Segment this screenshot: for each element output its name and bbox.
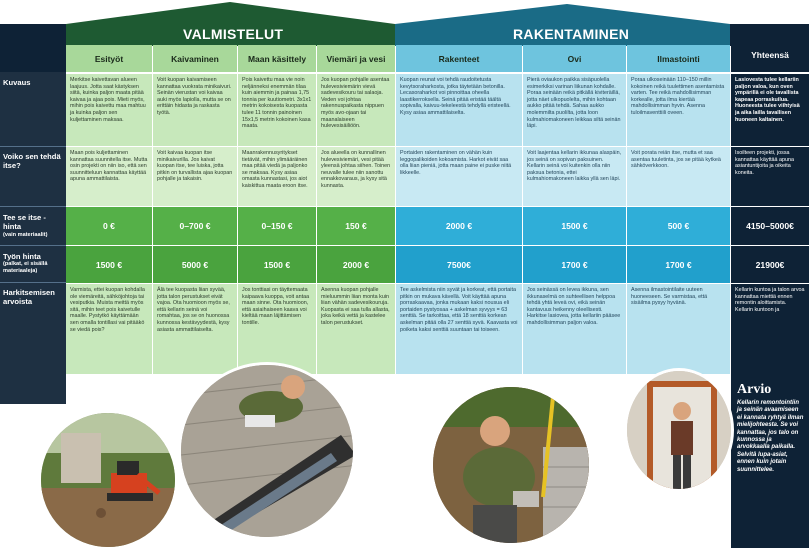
col-header-esityot: Esityöt: [66, 45, 152, 72]
tyon-hinta-viemari: 2000 €: [317, 246, 395, 283]
row-label-tee-se-itse-sub: (vain materiaalit): [3, 232, 48, 238]
row-divider: [0, 282, 66, 283]
voiko-viemari: Jos alueella on kunnallinen hulevesiviemäri, vesi pitää yleensä johtaa siihen. Toinen neuvalle tulee niin sanottu ennakkovaraus, ja kysy sitä kunnasta.: [317, 147, 395, 206]
worker-illustration: [433, 387, 592, 546]
row-label-tyon-hinta-title: Työn hinta: [3, 252, 41, 261]
kuvaus-maan-kasittely: Pois kaivettu maa vie noin neljänneksi enemmän tilaa kuin aiemmin ja painaa 1,75 tonnia per kuutiometri. 3x1x1 metrin kokoisesta kuopasta tulee 11 tonnin painoinen 15x1,5 metrin kokoinen kasa maata.: [238, 74, 316, 146]
tee-se-itse-yhteensa: 4150–5000€: [731, 207, 809, 245]
kuvaus-esityot: Merkitse kaivettavan alueen laajuus. Jotta saat kästyksen siitä, kuinka paljon maata pitää kaivaa ja ajaa pois. Mieti myös, mihin pois kaivettu maa mahtuu ja kuinka paljon sen kuljettaminen maksaa.: [66, 74, 152, 146]
tyon-hinta-yhteensa: 21900€: [731, 246, 809, 283]
row-label-tee-se-itse-title: Tee se itse -hinta: [3, 213, 46, 231]
photo-excavator: [38, 410, 178, 548]
tee-se-itse-ovi: 1500 €: [523, 207, 626, 245]
tee-se-itse-maan-kasittely: 0–150 €: [238, 207, 316, 245]
photo-man-door: [624, 368, 734, 492]
row-label-tee-se-itse: [0, 209, 65, 244]
voiko-rakenteet: Portaiden rakentaminen on vähän kuin leggopalikoiden kokoamista. Harkot eivät saa olla liian pieniä, jotta maan paine ei puske niitä likkeelle.: [396, 147, 522, 206]
row-label-voiko: Voiko sen tehdä itse?: [3, 152, 61, 170]
harkitseminen-ilmastointi: Asenna ilmastointilaite uuteen huoneeseen. Se varmistaa, että sisäilma pysyy hyvänä.: [627, 284, 730, 374]
voiko-esityot: Maan pois kuljettaminen kannattaa suunnitella itse. Mutta osin projekti on niin iso, että sen suunnitteluun kannattaa käyttää apuna ammattilaista.: [66, 147, 152, 206]
kuvaus-kaivaminen: Voit kuopan kaivamiseen kannattaa vuokrata minikaivuri. Seinän vierustan voi kaivaa auki myös lapiolla, mutta se on erittäin hidasta ja raskasta työtä.: [153, 74, 237, 146]
col-header-ilmastointi: Ilmastointi: [627, 45, 730, 72]
section-rakentaminen: RAKENTAMINEN: [513, 26, 630, 42]
col-header-kaivaminen: Kaivaminen: [153, 45, 237, 72]
drainage-illustration: [181, 365, 356, 540]
tee-se-itse-kaivaminen: 0–700 €: [153, 207, 237, 245]
col-header-ovi: Ovi: [523, 45, 626, 72]
col-header-rakenteet: Rakenteet: [396, 45, 522, 72]
row-divider: [0, 245, 66, 246]
harkitseminen-esityot: Varmista, ettei kuopan kohdalla ole viemäreitä, sähköjohtoja tai vesiputkia. Muista meittä myös sitä, mihin teet pois kaivetulle maalle. Pystytkö käyttämään sen omalla tontillasi vai pitääkö se viedä pois?: [66, 284, 152, 374]
tee-se-itse-ilmastointi: 500 €: [627, 207, 730, 245]
kuvaus-viemari: Jos kuopan pohjalle asentaa hulevesiviemärin vievä sadevesikouru tai salaoja. Veden voi johtaa rakennuspaikasta nippuen myös avo-ojaan tai maanalaiseen hulevesisäiliöön.: [317, 74, 395, 146]
tyon-hinta-ovi: 1700 €: [523, 246, 626, 283]
row-label-harkitseminen: Harkitsemisen arvoista: [3, 288, 55, 306]
harkitseminen-viemari: Asenna kuopan pohjalle mieluummin liian monta kuin liian vähän sadevesikouruja. Kuopasta ei saa tulla allasta, joka keikä vettä ja kastelee talon perustukset.: [317, 284, 395, 374]
tyon-hinta-esityot: 1500 €: [66, 246, 152, 283]
row-divider: [0, 206, 66, 207]
col-header-maan-kasittely: Maan käsittely: [238, 45, 316, 72]
row-label-kuvaus: Kuvaus: [3, 78, 31, 87]
tyon-hinta-kaivaminen: 5000 €: [153, 246, 237, 283]
kuvaus-rakenteet: Kuopan reunat voi tehdä raudoitetusta kevytsoraharkosta, jotka täytetään betonilla. Lecasoraharkot voi pinnoittaa oheella laastikerroksella. Seinä pitää eristää täältä sopivalla, kaivuu-tekeleestä tehdyllä eristeellä. Kysy asiaa ammattilaiselta.: [396, 74, 522, 146]
harkitseminen-rakenteet: Tee askelmista niin syvät ja korkeat, että portaita pitkin on mukava kävellä. Voit käyttää apuna porraskaavaa, jonka mukaan kaksi nousua eli portaiden pystyosaa + askelman syvyys = 63 senttiä. Se tarkoittaa, että 18 senttiä korkean askelman pitää olla 27 senttiä syvä. Kaavasta voi poiketa kaksi senttiä suuntaan tai toiseen.: [396, 284, 522, 374]
excavator-illustration: [41, 413, 178, 548]
col-header-viemari: Viemäri ja vesi: [317, 45, 395, 72]
valmistelut-roof: [0, 0, 809, 48]
voiko-maan-kasittely: Maanrakennusyritykset tietävät, mihin ylimääräinen maa pitää viedä ja paljonko se maksaa. Kysy asiaa omasta kunnastasi, jos aiot kaiskittua maata eroon itse.: [238, 147, 316, 206]
harkitseminen-ovi: Jos seinässä on levea ikkuna, sen ikkunaselmä on suhteellisen helppoa tehdä yhtä leveä ovi, eikä seinän kantavuus heikenny oleellisesti. Harkitse lasiovea, jotta kellariin pääsee mahdollisimman paljon valoa.: [523, 284, 626, 374]
harkitseminen-maan-kasittely: Jos tonttiasi on täyttemaata kaipaava kuoppa, voit antaa maan sinne. Ota huomioon, että asiaihaiseen kaava voi kieltää maan läjittämisen tontille.: [238, 284, 316, 374]
tyon-hinta-rakenteet: 7500€: [396, 246, 522, 283]
tee-se-itse-viemari: 150 €: [317, 207, 395, 245]
arvio-text: Kellarin remontointiin ja seinän avaamiseen ei kannata ryhtyä ilman mielijohteesta. Se voi kannattaa, jos talo on kunnossa ja arvokkaalla paikalla. Selvitä lupa-asiat, ennen kuin jotain suunnittelee.: [737, 400, 804, 473]
harkitseminen-yhteensa: Kellarin kuntoa ja talon arvoa kannattaa miettiä ennen remontin aloittamista. Kellarin kuntoon ja: [731, 284, 809, 374]
voiko-yhteensa: Isoilteen projekti, jossa kannattaa käyttää apuna asiantuntijoita ja oikeita koneita.: [731, 147, 809, 206]
kuvaus-yhteensa: Lasiovesta tulee kellariin paljon valoa, kun oven ympärillä ei ole tavallista kapeaa porraskuiluа. Huoneesta tulee viihtyisä ja aika lailla tavallisen huoneen kaltainen.: [731, 74, 809, 146]
voiko-ilmastointi: Voit porata reiän itse, mutta et saa asentaa tuuletinta, jos se pitää kytkeä sähköverkkoon.: [627, 147, 730, 206]
tyon-hinta-ilmastointi: 1700 €: [627, 246, 730, 283]
row-label-tyon-hinta-sub: (palkat, ei sisällä materiaaleja): [3, 261, 48, 274]
tee-se-itse-esityot: 0 €: [66, 207, 152, 245]
voiko-kaivaminen: Voit kaivaa kuopan itse minikaivurilla. Jos kaivat kuopan itse, tee luiska, jotta pitkin on turvallista ajaa kuopan pohjalle ja takaisin.: [153, 147, 237, 206]
col-header-yhteensa: Yhteensä: [731, 38, 809, 72]
photo-drainage: [178, 362, 356, 540]
kuvaus-ilmastointi: Poraa ulkoseinään 110–150 millin kokoinen reikä tuulettimen asentamista varten. Tee reikä mahdollisimman korkealle, jotta ilma kiertää mahdollisimman hyvin. Asenna tuloilmaventtiili oveen.: [627, 74, 730, 146]
kuvaus-ovi: Pierä oviaukon paikka sisäpuolella esimerkiksi varinan liikunan kohdalle. Poraa seinään reikä pitkällä kiviteräillä, jotta näet ulkopuolelta, mihin kohtaan aukko pitää tehdä. Sahaa aukko molemmilta puolilta, jotta loon kulmahiomakoneen leikkaa siltä seinän läpi.: [523, 74, 626, 146]
harkitseminen-kaivaminen: Älä tee kuopasta liian syvää, jotta talon perustukset eivät vajoa. Ota huomioon myös se, että kellarin seinä voi romahtaa, jos se on huonossa kunnossa kestävyydestä, kysy asiasta ammattilaiselta.: [153, 284, 237, 374]
tee-se-itse-rakenteet: 2000 €: [396, 207, 522, 245]
tyon-hinta-maan-kasittely: 1500 €: [238, 246, 316, 283]
row-label-tyon-hinta: [0, 248, 65, 278]
section-valmistelut: VALMISTELUT: [183, 26, 284, 42]
row-divider: [0, 146, 66, 147]
door-illustration: [627, 371, 734, 492]
voiko-ovi: Voit laajentaa kellarin ikkunaa alaspäin, jos seinä on sopivan paksuinen. Kellarin seinä voi kuitenkin olla niin paksua betonia, ettei kulmahiomakoneen laikka yllä sen läpi.: [523, 147, 626, 206]
photo-worker-blocks: [430, 384, 592, 546]
arvio-title: Arvio: [737, 382, 772, 397]
